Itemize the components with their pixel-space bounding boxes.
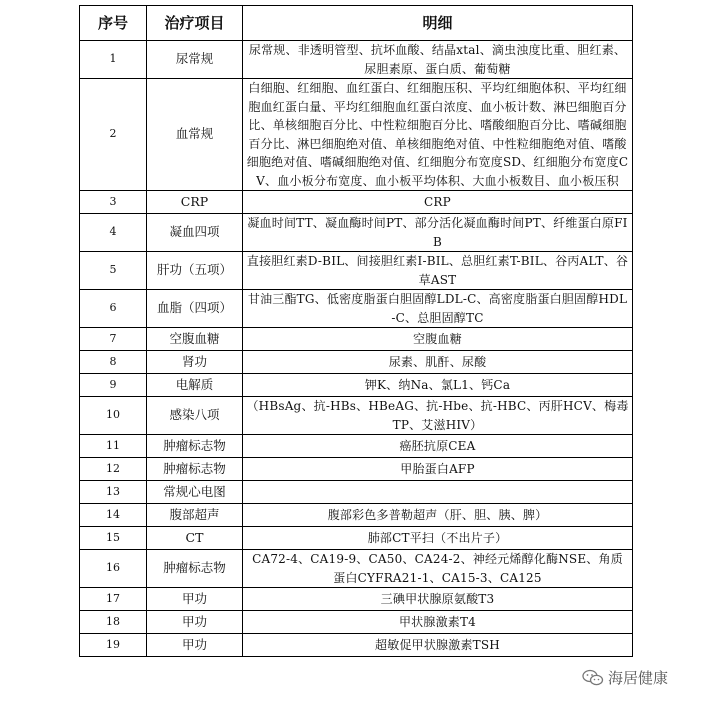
row-index: 8 xyxy=(80,351,147,374)
row-detail xyxy=(243,481,633,504)
row-item: 凝血四项 xyxy=(147,214,243,252)
row-detail: 尿常规、非透明管型、抗坏血酸、结晶xtal、滴虫浊度比重、胆红素、尿胆素原、蛋白质、葡萄糖 xyxy=(243,41,633,79)
table-row xyxy=(80,351,633,374)
row-index: 14 xyxy=(80,504,147,527)
row-item: 肾功 xyxy=(147,351,243,374)
row-detail: 直接胆红素D-BIL、间接胆红素I-BIL、总胆红素T-BIL、谷丙ALT、谷草AST xyxy=(243,252,633,290)
table-header-row xyxy=(80,6,633,41)
table-row xyxy=(80,504,633,527)
row-detail: 甘油三酯TG、低密度脂蛋白胆固醇LDL-C、高密度脂蛋白胆固醇HDL-C、总胆固醇TC xyxy=(243,290,633,328)
row-index: 2 xyxy=(80,79,147,191)
row-detail: 白细胞、红细胞、血红蛋白、红细胞压积、平均红细胞体积、平均红细胞血红蛋白量、平均红细胞血红蛋白浓度、血小板计数、淋巴细胞百分比、单核细胞百分比、中性粒细胞百分比、嗜酸细胞百分比、嗜碱细胞百分比、淋巴细胞绝对值、单核细胞绝对值、中性粒细胞绝对值、嗜酸细胞绝对值、嗜碱细胞绝对值、红细胞分布宽度SD、红细胞分布宽度CV、血小板分布宽度、血小板平均体积、大血小板数目、血小板压积 xyxy=(243,79,633,191)
row-detail: 凝血时间TT、凝血酶时间PT、部分活化凝血酶时间PT、纤维蛋白原FIB xyxy=(243,214,633,252)
table-row xyxy=(80,435,633,458)
row-detail: 空腹血糖 xyxy=(243,328,633,351)
exam-table-container xyxy=(79,5,632,657)
row-item: 血常规 xyxy=(147,79,243,191)
table-row xyxy=(80,634,633,657)
table-row xyxy=(80,328,633,351)
row-index: 4 xyxy=(80,214,147,252)
table-row xyxy=(80,481,633,504)
row-item: 肿瘤标志物 xyxy=(147,435,243,458)
row-item: 肿瘤标志物 xyxy=(147,550,243,588)
row-index: 16 xyxy=(80,550,147,588)
table-row xyxy=(80,458,633,481)
row-index: 17 xyxy=(80,588,147,611)
row-item: 常规心电图 xyxy=(147,481,243,504)
table-row xyxy=(80,588,633,611)
row-index: 13 xyxy=(80,481,147,504)
row-detail: 钾K、纳Na、氯L1、钙Ca xyxy=(243,374,633,397)
row-item: 感染八项 xyxy=(147,397,243,435)
row-index: 7 xyxy=(80,328,147,351)
table-row xyxy=(80,527,633,550)
row-index: 12 xyxy=(80,458,147,481)
row-detail: CA72-4、CA19-9、CA50、CA24-2、神经元烯醇化酶NSE、角质蛋白CYFRA21-1、CA15-3、CA125 xyxy=(243,550,633,588)
row-index: 5 xyxy=(80,252,147,290)
row-index: 1 xyxy=(80,41,147,79)
row-detail: 肺部CT平扫（不出片子） xyxy=(243,527,633,550)
row-detail: 腹部彩色多普勒超声（肝、胆、胰、脾） xyxy=(243,504,633,527)
table-row xyxy=(80,41,633,79)
table-row xyxy=(80,397,633,435)
row-item: 空腹血糖 xyxy=(147,328,243,351)
table-row xyxy=(80,550,633,588)
table-row xyxy=(80,252,633,290)
row-index: 9 xyxy=(80,374,147,397)
row-index: 19 xyxy=(80,634,147,657)
row-item: 肿瘤标志物 xyxy=(147,458,243,481)
row-item: 肝功（五项） xyxy=(147,252,243,290)
row-item: 腹部超声 xyxy=(147,504,243,527)
row-index: 3 xyxy=(80,191,147,214)
watermark xyxy=(582,667,668,688)
wechat-icon xyxy=(582,669,604,687)
table-row xyxy=(80,79,633,191)
row-item: 甲功 xyxy=(147,588,243,611)
row-item: 甲功 xyxy=(147,611,243,634)
row-detail: CRP xyxy=(243,191,633,214)
header-detail: 明细 xyxy=(243,6,633,41)
row-item: CRP xyxy=(147,191,243,214)
row-item: 甲功 xyxy=(147,634,243,657)
row-item: 血脂（四项） xyxy=(147,290,243,328)
header-item: 治疗项目 xyxy=(147,6,243,41)
table-row xyxy=(80,374,633,397)
table-row xyxy=(80,290,633,328)
row-item: 电解质 xyxy=(147,374,243,397)
row-item: 尿常规 xyxy=(147,41,243,79)
row-detail: 三碘甲状腺原氨酸T3 xyxy=(243,588,633,611)
header-index: 序号 xyxy=(80,6,147,41)
row-index: 15 xyxy=(80,527,147,550)
table-row xyxy=(80,191,633,214)
row-detail: 癌胚抗原CEA xyxy=(243,435,633,458)
row-index: 11 xyxy=(80,435,147,458)
table-row xyxy=(80,611,633,634)
row-detail: 甲状腺激素T4 xyxy=(243,611,633,634)
row-item: CT xyxy=(147,527,243,550)
watermark-text: 海居健康 xyxy=(608,669,669,687)
row-index: 10 xyxy=(80,397,147,435)
row-detail: （HBsAg、抗-HBs、HBeAG、抗-Hbe、抗-HBC、丙肝HCV、梅毒TP、艾滋HIV） xyxy=(243,397,633,435)
row-detail: 尿素、肌酐、尿酸 xyxy=(243,351,633,374)
row-detail: 甲胎蛋白AFP xyxy=(243,458,633,481)
row-index: 6 xyxy=(80,290,147,328)
row-index: 18 xyxy=(80,611,147,634)
row-detail: 超敏促甲状腺激素TSH xyxy=(243,634,633,657)
table-row xyxy=(80,214,633,252)
exam-items-table xyxy=(79,5,633,657)
